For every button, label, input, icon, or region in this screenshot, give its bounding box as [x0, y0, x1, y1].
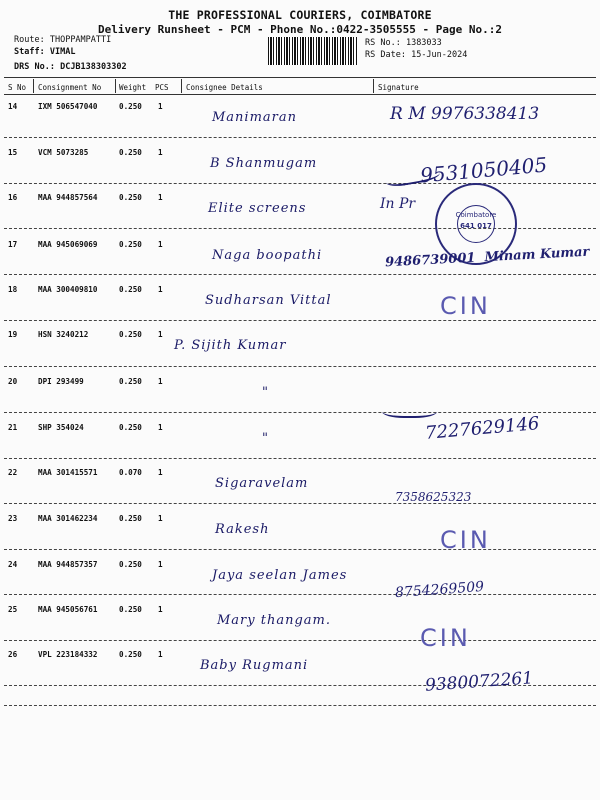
row-consignee-name: Manimaran	[212, 110, 298, 125]
row-divider	[4, 137, 596, 138]
row-consignment-no: MAA 301462234	[38, 514, 98, 523]
row-consignment-no: MAA 944857357	[38, 560, 98, 569]
row-pcs: 1	[158, 423, 163, 432]
signature-16: In Pr	[380, 196, 416, 212]
col-divider	[115, 79, 116, 93]
staff-line	[14, 47, 75, 57]
row-sno: 21	[8, 423, 18, 432]
row-consignee-name: P. Sijith Kumar	[174, 338, 287, 353]
col-divider	[33, 79, 34, 93]
row-weight: 0.250	[119, 650, 142, 659]
col-header-pcs: PCS	[155, 83, 169, 92]
col-divider	[181, 79, 182, 93]
signature-scribble	[382, 402, 437, 418]
row-sno: 16	[8, 193, 18, 202]
row-sno: 19	[8, 330, 18, 339]
signature-25-cin: CIN	[420, 624, 471, 652]
row-consignment-no: MAA 945069069	[38, 240, 98, 249]
row-consignee-name: Elite screens	[208, 201, 307, 216]
rs-no-line	[365, 38, 442, 48]
signature-26: 9380072261	[424, 668, 534, 696]
rs-no-label: RS No.:	[365, 38, 401, 48]
row-pcs: 1	[158, 377, 163, 386]
row-weight: 0.250	[119, 330, 142, 339]
row-pcs: 1	[158, 560, 163, 569]
row-sno: 17	[8, 240, 18, 249]
col-header-weight: Weight	[119, 83, 147, 92]
row-sno: 23	[8, 514, 18, 523]
signature-18-cin: CIN	[440, 292, 491, 320]
row-weight: 0.250	[119, 285, 142, 294]
col-header-signature: Signature	[378, 83, 419, 92]
row-weight: 0.250	[119, 514, 142, 523]
row-divider	[4, 274, 596, 275]
signature-17: 9486739001 Minam Kumar	[384, 244, 590, 271]
drs-label: DRS No.:	[14, 62, 55, 72]
row-sno: 22	[8, 468, 18, 477]
staff-label: Staff:	[14, 47, 45, 57]
rs-date-line	[365, 50, 467, 60]
staff-value: VIMAL	[49, 47, 76, 57]
stamp-pin: 641 017	[460, 222, 492, 230]
row-divider	[4, 640, 596, 641]
drs-line	[14, 62, 127, 72]
row-sno: 14	[8, 102, 18, 111]
row-sno: 15	[8, 148, 18, 157]
drs-value: DCJB138303302	[60, 62, 127, 72]
row-divider	[4, 366, 596, 367]
row-divider	[4, 183, 596, 184]
row-divider	[4, 320, 596, 321]
row-pcs: 1	[158, 605, 163, 614]
row-consignee-name: "	[262, 385, 269, 400]
signature-21: 7227629146	[424, 413, 541, 444]
row-consignment-no: MAA 301415571	[38, 468, 98, 477]
row-weight: 0.070	[119, 468, 142, 477]
row-pcs: 1	[158, 468, 163, 477]
row-divider	[4, 458, 596, 459]
header-bottom-rule	[4, 94, 596, 95]
row-weight: 0.250	[119, 148, 142, 157]
col-header-consignment: Consignment No	[38, 83, 102, 92]
col-divider	[373, 79, 374, 93]
row-weight: 0.250	[119, 102, 142, 111]
row-weight: 0.250	[119, 377, 142, 386]
stamp-city: Coimbatore	[455, 211, 497, 219]
row-consignee-name: B Shanmugam	[210, 156, 318, 171]
row-consignment-no: MAA 300409810	[38, 285, 98, 294]
col-header-sno: S No	[8, 83, 27, 92]
row-consignment-no: HSN 3240212	[38, 330, 89, 339]
row-consignment-no: DPI 293499	[38, 377, 84, 386]
page-subtitle: Delivery Runsheet - PCM - Phone No.:0422-3505555 - Page No.:2	[98, 23, 502, 36]
row-pcs: 1	[158, 650, 163, 659]
row-pcs: 1	[158, 514, 163, 523]
row-sno: 26	[8, 650, 18, 659]
row-pcs: 1	[158, 148, 163, 157]
row-consignee-name: Mary thangam.	[217, 613, 332, 628]
row-divider	[4, 549, 596, 550]
row-pcs: 1	[158, 193, 163, 202]
row-consignee-name: Naga boopathi	[212, 248, 323, 263]
row-sno: 24	[8, 560, 18, 569]
row-pcs: 1	[158, 330, 163, 339]
signature-24: 8754269509	[394, 578, 485, 602]
row-consignee-name: Sigaravelam	[215, 476, 309, 491]
row-divider	[4, 705, 596, 706]
row-weight: 0.250	[119, 423, 142, 432]
row-pcs: 1	[158, 285, 163, 294]
row-divider	[4, 412, 596, 413]
signature-23-cin: CIN	[440, 526, 491, 554]
row-consignment-no: IXM 506547040	[38, 102, 98, 111]
row-sno: 18	[8, 285, 18, 294]
row-weight: 0.250	[119, 560, 142, 569]
rs-no-value: 1383033	[405, 38, 442, 48]
rs-date-value: 15-Jun-2024	[411, 50, 468, 60]
col-header-consignee: Consignee Details	[186, 83, 263, 92]
row-weight: 0.250	[119, 605, 142, 614]
row-pcs: 1	[158, 102, 163, 111]
row-consignee-name: Baby Rugmani	[200, 658, 309, 673]
row-pcs: 1	[158, 240, 163, 249]
signature-14: R M 9976338413	[390, 104, 540, 124]
row-divider	[4, 594, 596, 595]
row-weight: 0.250	[119, 240, 142, 249]
page-title: THE PROFESSIONAL COURIERS, COIMBATORE	[168, 8, 432, 22]
table-top-rule	[4, 77, 596, 78]
route-label: Route:	[14, 35, 45, 45]
row-sno: 25	[8, 605, 18, 614]
rs-date-label: RS Date:	[365, 50, 406, 60]
row-consignment-no: VPL 223184332	[38, 650, 98, 659]
row-consignee-name: Jaya seelan James	[212, 568, 348, 583]
row-sno: 20	[8, 377, 18, 386]
signature-22: 7358625323	[395, 490, 472, 504]
row-divider	[4, 503, 596, 504]
row-weight: 0.250	[119, 193, 142, 202]
row-consignee-name: "	[262, 431, 269, 446]
signature-15: 9531050405	[419, 152, 549, 188]
row-consignment-no: MAA 944857564	[38, 193, 98, 202]
row-consignee-name: Rakesh	[215, 522, 270, 537]
route-value: THOPPAMPATTI	[49, 35, 112, 45]
route-line	[14, 35, 111, 45]
row-consignment-no: VCM 5073285	[38, 148, 89, 157]
row-consignment-no: MAA 945056761	[38, 605, 98, 614]
row-consignee-name: Sudharsan Vittal	[205, 293, 332, 308]
row-consignment-no: SHP 354024	[38, 423, 84, 432]
barcode	[268, 37, 358, 65]
